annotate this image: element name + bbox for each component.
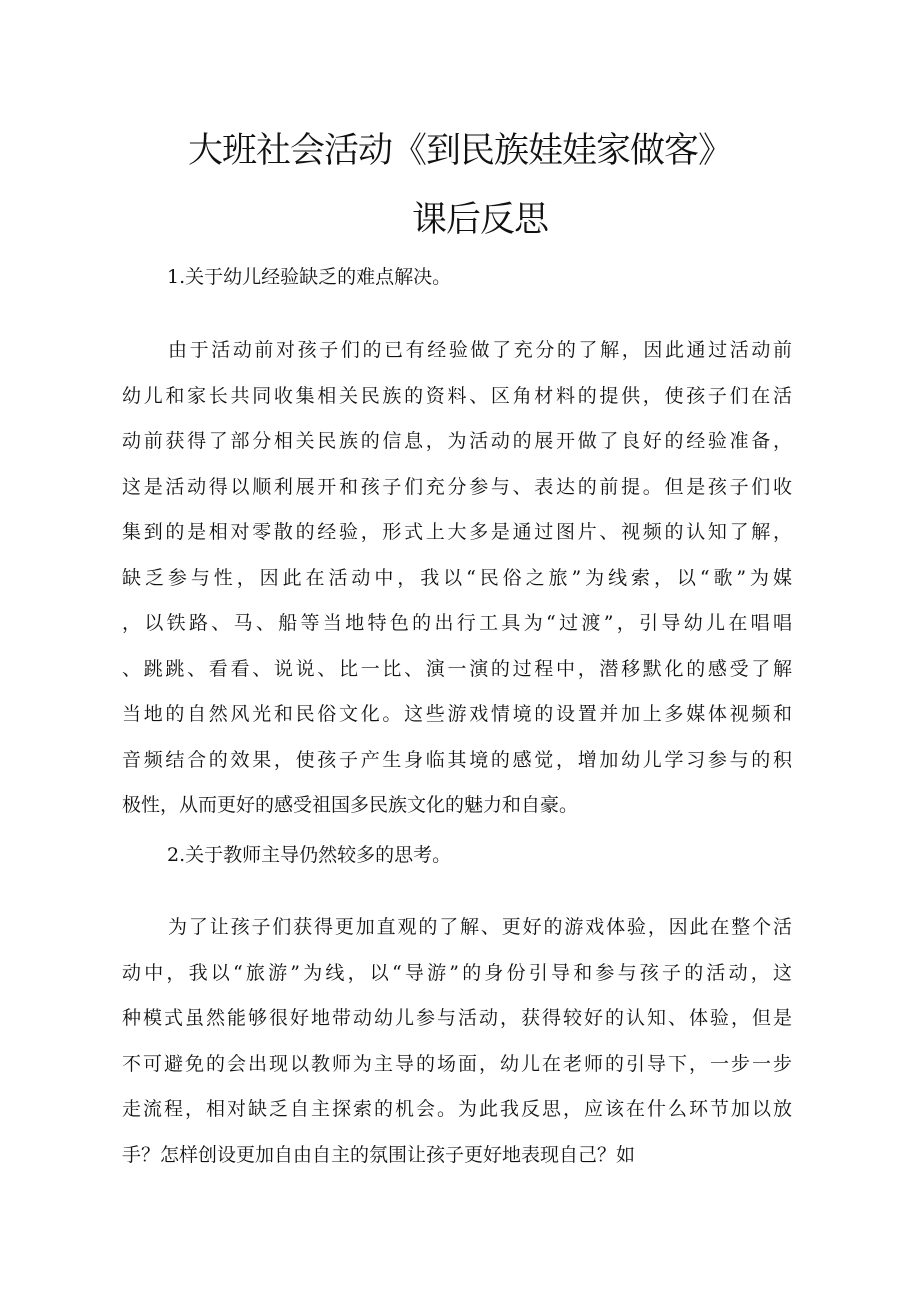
paragraph-line: ，以铁路、马、船等当地特色的出行工具为“过渡”，引导幼儿在唱唱 (122, 612, 792, 634)
section-paragraph-2 (122, 905, 792, 1178)
paragraph-line: 手？怎样创设更加自由自主的氛围让孩子更好地表现自己？如 (122, 1143, 636, 1166)
paragraph-line: 幼儿和家长共同收集相关民族的资料、区角材料的提供，使孩子们在活 (122, 384, 792, 407)
paragraph-line: 集到的是相对零散的经验，形式上大多是通过图片、视频的认知了解， (122, 521, 792, 543)
paragraph-line: 由于活动前对孩子们的已有经验做了充分的了解，因此通过活动前 (168, 339, 792, 361)
document-subtitle: 课后反思 (411, 200, 548, 240)
paragraph-line: 走流程，相对缺乏自主探索的机会。为此我反思，应该在什么环节加以放 (122, 1098, 792, 1120)
paragraph-line: 不可避免的会出现以教师为主导的场面，幼儿在老师的引导下，一步一步 (122, 1052, 792, 1075)
paragraph-line: 为了让孩子们获得更加直观的了解、更好的游戏体验，因此在整个活 (168, 916, 792, 938)
document-title: 大班社会活动《到民族娃娃家做客》 (187, 131, 732, 171)
section-heading-1: 1.关于幼儿经验缺乏的难点解决。 (167, 266, 452, 288)
paragraph-line: 动中，我以“旅游”为线，以“导游”的身份引导和参与孩子的活动，这 (122, 961, 792, 984)
paragraph-line: 动前获得了部分相关民族的信息，为活动的展开做了良好的经验准备， (122, 430, 792, 452)
paragraph-line: 、跳跳、看看、说说、比一比、演一演的过程中，潜移默化的感受了解 (122, 657, 792, 680)
paragraph-line: 音频结合的效果，使孩子产生身临其境的感觉，增加幼儿学习参与的积 (122, 748, 792, 771)
paragraph-line: 当地的自然风光和民俗文化。这些游戏情境的设置并加上多媒体视频和 (122, 703, 792, 725)
paragraph-line: 这是活动得以顺利展开和孩子们充分参与、表达的前提。但是孩子们收 (122, 475, 792, 498)
section-heading-2: 2.关于教师主导仍然较多的思考。 (167, 844, 452, 866)
paragraph-line: 极性，从而更好的感受祖国多民族文化的魅力和自豪。 (122, 794, 579, 816)
paragraph-line: 种模式虽然能够很好地带动幼儿参与活动，获得较好的认知、体验，但是 (122, 1007, 792, 1029)
section-paragraph-1 (122, 328, 792, 829)
paragraph-line: 缺乏参与性，因此在活动中，我以“民俗之旅”为线索，以“歌”为媒 (122, 566, 792, 589)
